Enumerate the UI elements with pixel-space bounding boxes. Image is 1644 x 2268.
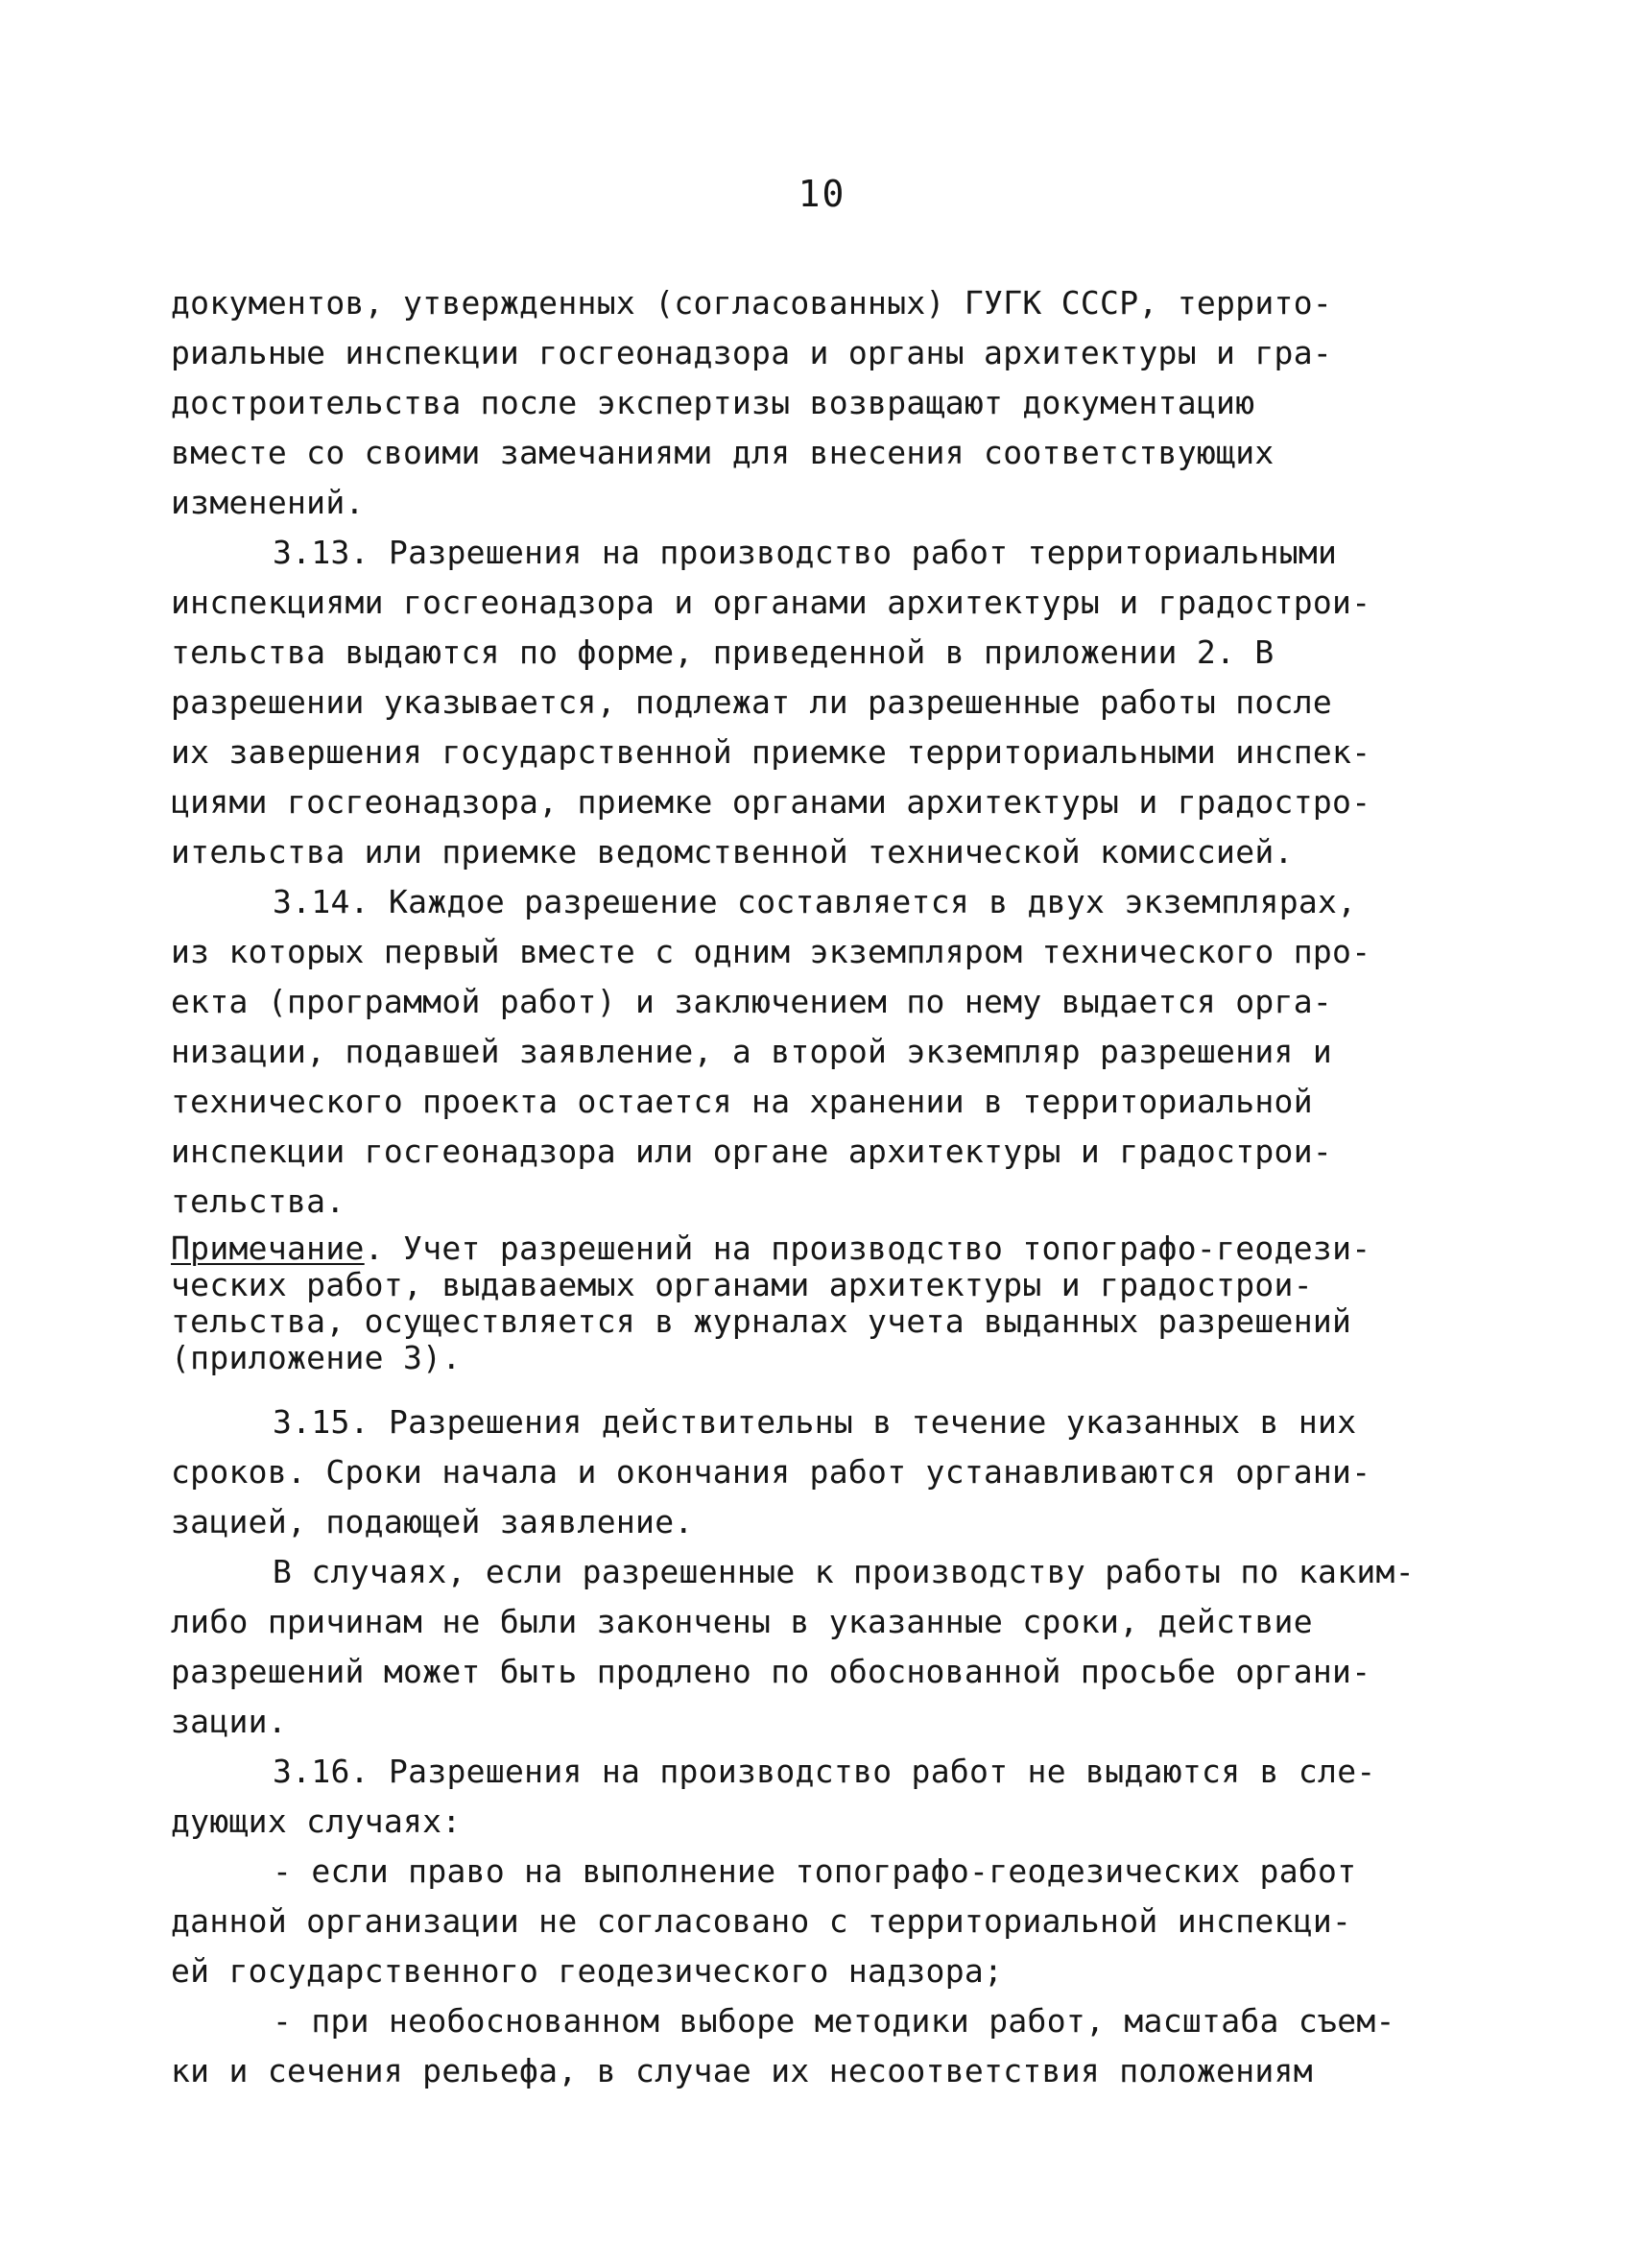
note-first-line <box>171 1230 1495 1267</box>
note-line: тельства, осуществляется в журналах учета выданных разрешений <box>171 1302 1352 1340</box>
text-line: изменений. <box>171 484 365 521</box>
list-item <box>171 1996 1495 2096</box>
list-item <box>171 1847 1495 1996</box>
text-line: 3.16. Разрешения на производство работ не выдаются в сле- <box>273 1753 1376 1790</box>
paragraph-3-16 <box>171 1747 1495 1847</box>
text-line: зации. <box>171 1703 288 1740</box>
text-line: дующих случаях: <box>171 1802 462 1840</box>
text-line: данной организации не согласовано с территориальной инспекци- <box>171 1902 1352 1940</box>
text-line: их завершения государственной приемке территориальными инспек- <box>171 733 1371 771</box>
text-line: инспекции госгеонадзора или органе архитектуры и градострои- <box>171 1133 1333 1170</box>
text-line: документов, утвержденных (согласованных) ГУГК СССР, террито- <box>171 284 1333 322</box>
text-line: - если право на выполнение топографо-геодезических работ <box>273 1852 1357 1890</box>
paragraph-extension <box>171 1547 1495 1747</box>
text-line: ки и сечения рельефа, в случае их несоответствия положениям <box>171 2052 1313 2089</box>
paragraph-3-14 <box>171 877 1495 1227</box>
text-line: достроительства после экспертизы возвращают документацию <box>171 384 1255 421</box>
text-line: сроков. Сроки начала и окончания работ устанавливаются органи- <box>171 1453 1371 1491</box>
body-text <box>171 278 1495 2096</box>
text-line: из которых первый вместе с одним экземпляром технического про- <box>171 933 1371 970</box>
text-line: зацией, подающей заявление. <box>171 1503 694 1540</box>
paragraph-document-review <box>171 278 1495 528</box>
text-line: инспекциями госгеонадзора и органами архитектуры и градострои- <box>171 584 1371 621</box>
text-line: 3.13. Разрешения на производство работ территориальными <box>273 534 1338 571</box>
note-label: Примечание <box>171 1229 365 1267</box>
text-line: тельства выдаются по форме, приведенной в приложении 2. В <box>171 633 1275 671</box>
paragraph-3-13 <box>171 528 1495 877</box>
note-block <box>171 1230 1495 1376</box>
text-line: 3.15. Разрешения действительны в течение указанных в них <box>273 1403 1357 1441</box>
note-first-line-text: . Учет разрешений на производство топографо-геодези- <box>364 1229 1371 1267</box>
text-line: ей государственного геодезического надзора; <box>171 1952 1004 1990</box>
text-line: 3.14. Каждое разрешение составляется в двух экземплярах, <box>273 883 1357 920</box>
text-line: В случаях, если разрешенные к производству работы по каким- <box>273 1553 1415 1590</box>
text-line: циями госгеонадзора, приемке органами архитектуры и градостро- <box>171 783 1371 821</box>
text-line: екта (программой работ) и заключением по нему выдается орга- <box>171 983 1333 1020</box>
text-line: тельства. <box>171 1182 345 1220</box>
note-line: (приложение 3). <box>171 1339 462 1376</box>
paragraph-3-15 <box>171 1397 1495 1547</box>
text-line: разрешении указывается, подлежат ли разрешенные работы после <box>171 683 1333 721</box>
text-line: риальные инспекции госгеонадзора и органы архитектуры и гра- <box>171 334 1333 371</box>
text-line: - при необоснованном выборе методики работ, масштаба съем- <box>273 2002 1395 2040</box>
text-line: технического проекта остается на хранении в территориальной <box>171 1083 1313 1120</box>
text-line: либо причинам не были закончены в указанные сроки, действие <box>171 1603 1313 1640</box>
text-line: ительства или приемке ведомственной технической комиссией. <box>171 833 1294 871</box>
text-line: вместе со своими замечаниями для внесения соответствующих <box>171 434 1275 471</box>
page-number: 10 <box>798 173 846 215</box>
text-line: разрешений может быть продлено по обоснованной просьбе органи- <box>171 1653 1371 1690</box>
text-line: низации, подавшей заявление, а второй экземпляр разрешения и <box>171 1033 1333 1070</box>
note-line: ческих работ, выдаваемых органами архитектуры и градострои- <box>171 1266 1313 1303</box>
